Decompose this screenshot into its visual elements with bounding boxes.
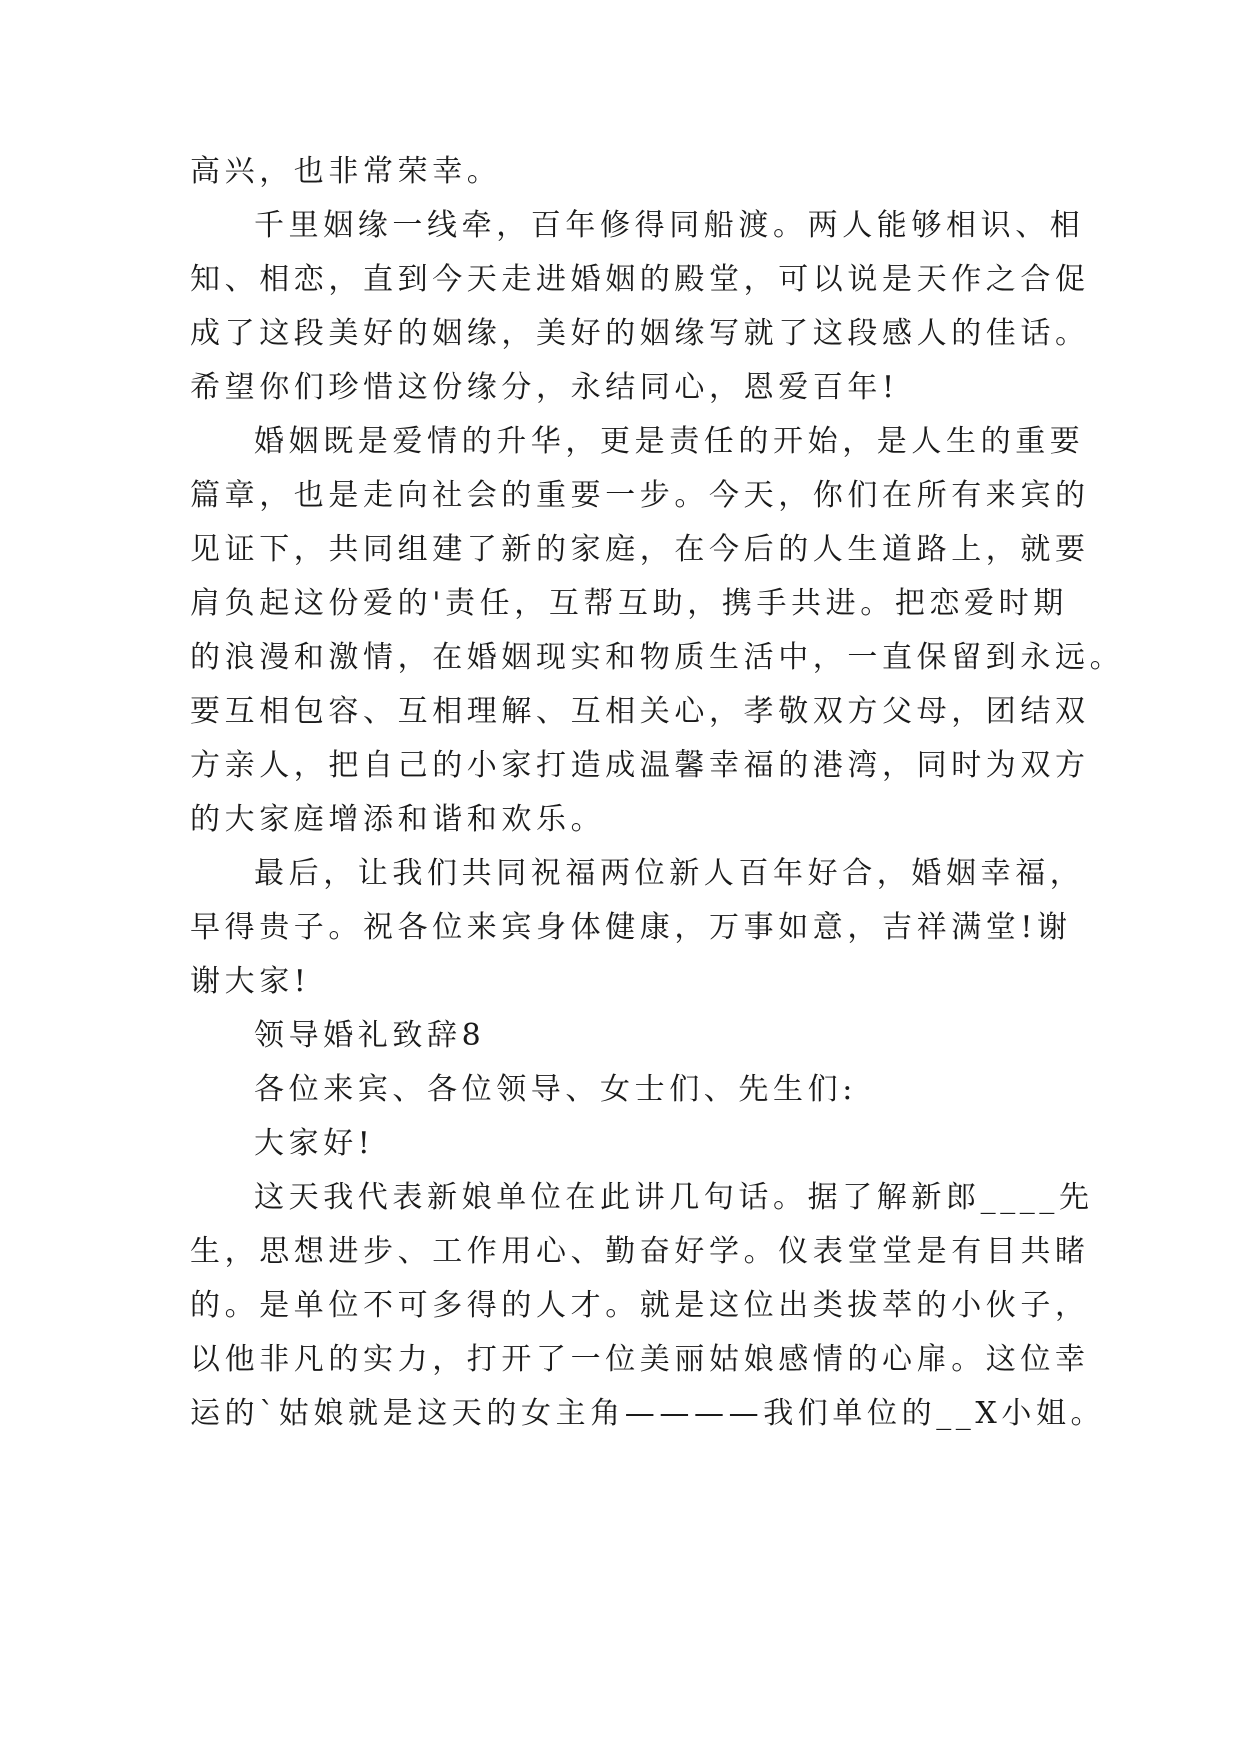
text-line: 婚姻既是爱情的升华，更是责任的开始，是人生的重要 [254, 424, 1085, 459]
text-line: 篇章，也是走向社会的重要一步。今天，你们在所有来宾的 [190, 478, 1090, 513]
text-line: 千里姻缘一线牵，百年修得同船渡。两人能够相识、相 [254, 208, 1085, 243]
text-line: 成了这段美好的姻缘，美好的姻缘写就了这段感人的佳话。 [190, 316, 1090, 351]
text-line: 高兴，也非常荣幸。 [190, 154, 502, 189]
section-heading: 领导婚礼致辞8 [254, 1018, 486, 1053]
text-line: 肩负起这份爱的'责任，互帮互助，携手共进。把恋爱时期 [190, 586, 1068, 621]
text-line: 谢大家! [190, 964, 311, 999]
text-line: 以他非凡的实力，打开了一位美丽姑娘感情的心扉。这位幸 [190, 1342, 1090, 1377]
text-line: 要互相包容、互相理解、互相关心，孝敬双方父母，团结双 [190, 694, 1090, 729]
text-line: 希望你们珍惜这份缘分，永结同心，恩爱百年! [190, 370, 899, 405]
text-line: 生，思想进步、工作用心、勤奋好学。仪表堂堂是有目共睹 [190, 1234, 1090, 1269]
text-line: 各位来宾、各位领导、女士们、先生们: [254, 1072, 857, 1107]
text-line: 知、相恋，直到今天走进婚姻的殿堂，可以说是天作之合促 [190, 262, 1090, 297]
text-line: 早得贵子。祝各位来宾身体健康，万事如意，吉祥满堂!谢 [190, 910, 1072, 945]
text-line: 的大家庭增添和谐和欢乐。 [190, 802, 606, 837]
text-line: 见证下，共同组建了新的家庭，在今后的人生道路上，就要 [190, 532, 1090, 567]
text-line: 方亲人，把自己的小家打造成温馨幸福的港湾，同时为双方 [190, 748, 1090, 783]
text-line: 这天我代表新娘单位在此讲几句话。据了解新郎____先 [254, 1180, 1094, 1215]
text-line: 大家好! [254, 1126, 375, 1161]
text-line: 的浪漫和激情，在婚姻现实和物质生活中，一直保留到永远。 [190, 640, 1125, 675]
text-line: 运的`姑娘就是这天的女主角————我们单位的__X小姐。 [190, 1396, 1106, 1431]
text-line: 的。是单位不可多得的人才。就是这位出类拔萃的小伙子， [190, 1288, 1090, 1323]
text-line: 最后，让我们共同祝福两位新人百年好合，婚姻幸福， [254, 856, 1085, 891]
